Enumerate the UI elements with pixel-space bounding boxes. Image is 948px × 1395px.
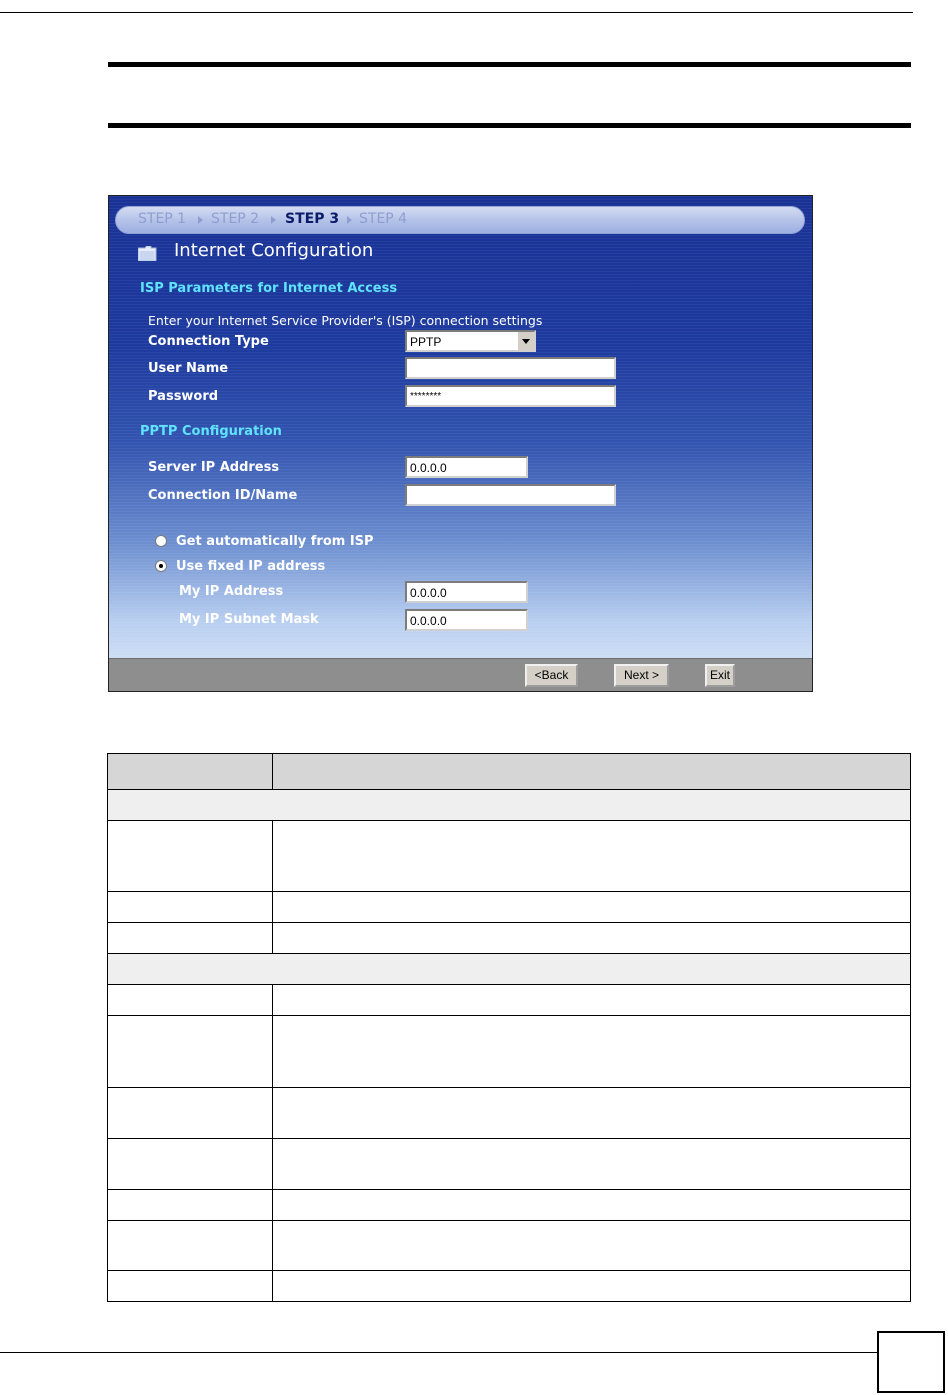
table-row [107,1139,911,1190]
connection-type-select[interactable] [405,330,536,352]
connection-id-input[interactable] [405,484,616,506]
table-row [107,923,911,954]
table-label-cell [108,892,273,922]
table-label-cell [108,1016,273,1087]
table-header-row [107,753,911,790]
step-arrow-icon [198,216,203,224]
step-3-current: STEP 3 [285,211,340,227]
connection-type-value: PPTP [410,335,442,349]
back-button[interactable]: <Back [525,664,578,687]
table-section-row [107,954,911,985]
wizard-step-bar [115,206,805,234]
step-arrow-icon [271,216,276,224]
table-header-label-cell [108,754,273,789]
figure-caption-rule-bottom [108,123,911,128]
step-1: STEP 1 [138,211,187,227]
user-name-label: User Name [148,361,229,376]
exit-button[interactable]: Exit [705,664,735,687]
connection-type-label: Connection Type [148,334,269,349]
dropdown-arrow-icon[interactable] [517,332,534,350]
table-row [107,1016,911,1088]
my-ip-address-label: My IP Address [179,584,284,599]
pptp-configuration-heading: PPTP Configuration [140,424,282,439]
table-label-cell [108,923,273,953]
password-label: Password [148,389,219,404]
table-row [107,1190,911,1221]
my-ip-address-input[interactable]: 0.0.0.0 [405,581,528,603]
table-label-cell [108,985,273,1015]
server-ip-input[interactable]: 0.0.0.0 [405,456,528,478]
user-name-input[interactable] [405,357,616,379]
page-header-rule [0,12,913,13]
isp-parameters-heading: ISP Parameters for Internet Access [140,281,398,296]
table-label-cell [108,1139,273,1189]
table-section-row [107,790,911,821]
radio-use-fixed-ip-label: Use fixed IP address [176,559,326,574]
radio-use-fixed-ip[interactable] [155,560,167,572]
page-footer-rule [0,1352,877,1353]
table-row [107,1271,911,1302]
step-2: STEP 2 [211,211,260,227]
table-row [107,892,911,923]
isp-description: Enter your Internet Service Provider's (ISP) connection settings [148,313,543,328]
page-number-box [877,1331,945,1393]
password-input[interactable]: ******** [405,385,616,407]
table-row [107,1088,911,1139]
radio-get-automatically[interactable] [155,535,167,547]
step-4: STEP 4 [359,211,408,227]
radio-get-automatically-label: Get automatically from ISP [176,534,374,549]
table-row [107,821,911,892]
table-label-cell [108,1088,273,1138]
table-label-cell [108,1221,273,1270]
my-ip-subnet-mask-label: My IP Subnet Mask [179,612,319,627]
figure-caption-rule-top [108,62,911,67]
connection-id-label: Connection ID/Name [148,488,298,503]
step-arrow-icon [347,216,352,224]
folder-icon [138,246,157,261]
table-label-cell [108,821,273,891]
table-label-cell [108,1190,273,1220]
wizard-button-bar [109,658,813,692]
my-ip-subnet-mask-input[interactable]: 0.0.0.0 [405,609,528,631]
page-title: Internet Configuration [174,240,374,261]
table-row [107,1221,911,1271]
next-button[interactable]: Next > [614,664,669,687]
table-label-cell [108,1271,273,1301]
server-ip-label: Server IP Address [148,460,280,475]
internet-configuration-wizard [108,195,813,692]
table-row [107,985,911,1016]
